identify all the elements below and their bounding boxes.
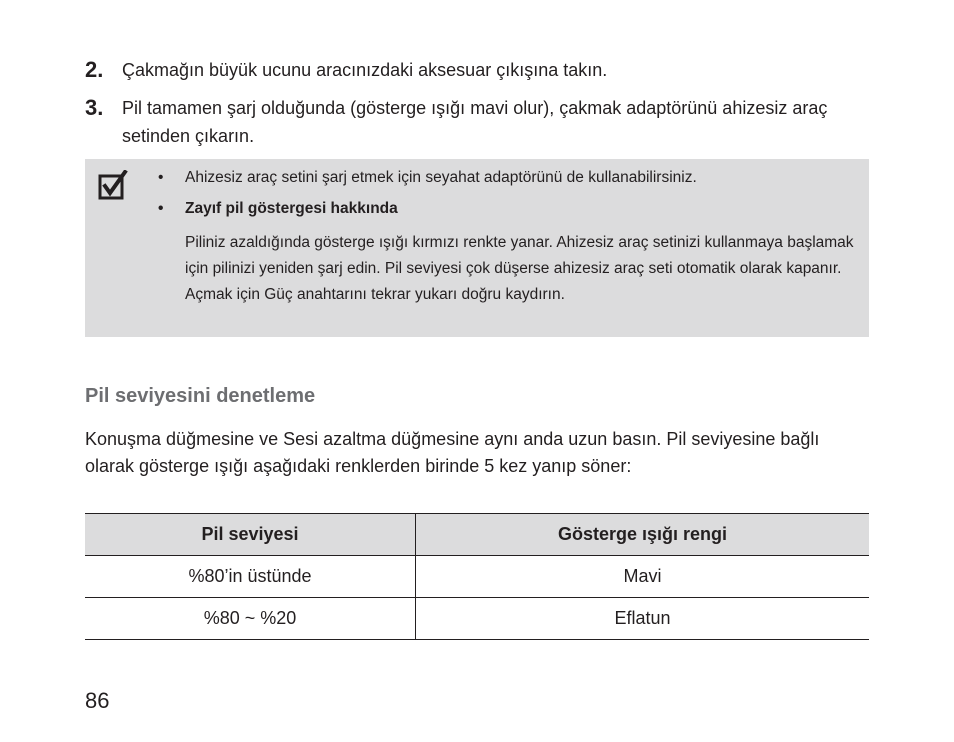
note-paragraph: Piliniz azaldığında gösterge ışığı kırmızı renkte yanar. Ahizesiz araç setinizi kullanmaya başlamak için pilinizi yeniden şarj edin. Pil seviyesi çok düşerse ahizesiz araç seti otomatik olarak kapanır. Açmak için Güç anahtarını tekrar yukarı doğru kaydırın. [185,234,854,303]
bullet-text: Ahizesiz araç setini şarj etmek için seyahat adaptörünü de kullanabilirsiniz. [185,169,697,186]
step-number: 3. [85,95,104,120]
table-row [85,598,869,640]
step-text: Pil tamamen şarj olduğunda (gösterge ışığı mavi olur), çakmak adaptörünü ahizesiz araç setinden çıkarın. [122,98,828,146]
section-intro: Konuşma düğmesine ve Sesi azaltma düğmesine aynı anda uzun basın. Pil seviyesine bağlı olarak gösterge ışığı aşağıdaki renklerden birinde 5 kez yanıp söner: [85,429,820,476]
bullet-text: Zayıf pil göstergesi hakkında [185,200,398,217]
table-header-cell: Gösterge ışığı rengi [416,514,869,556]
table-cell: Eflatun [416,598,869,640]
table-cell: %80’in üstünde [85,556,416,598]
table-header-row [85,514,869,556]
bullet-dot: • [158,169,164,186]
section-title: Pil seviyesini denetleme [85,385,316,407]
checkbox-check-icon [98,170,128,200]
table-cell: %80 ~ %20 [85,598,416,640]
table-header-cell: Pil seviyesi [85,514,416,556]
table-cell: Mavi [416,556,869,598]
step-number: 2. [85,57,104,82]
bullet-dot: • [158,200,164,217]
battery-level-table [85,513,869,640]
step-text: Çakmağın büyük ucunu aracınızdaki aksesuar çıkışına takın. [122,60,608,80]
table-row [85,556,869,598]
page-number: 86 [85,688,110,713]
note-box [85,159,869,337]
